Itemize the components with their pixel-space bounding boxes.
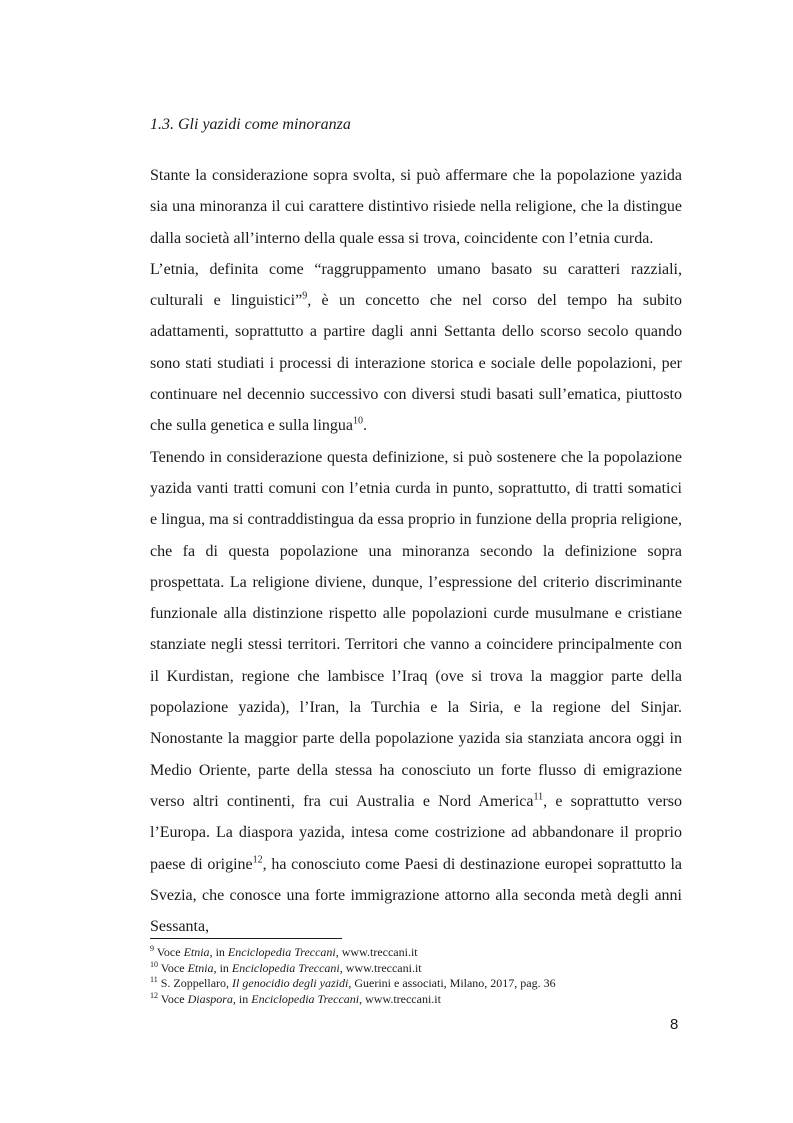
footnote-text: Voce [158,960,188,975]
footnote [150,992,690,1008]
footnote [150,945,690,961]
footnote-text: Voce [158,991,188,1006]
footnote-ref-11: 11 [533,791,544,803]
paragraph-3-part-a: Tenendo in considerazione questa definizione, si può sostenere che la popolazione yazida vanti tratti comuni con l’etnia curda in punto, soprattutto, di tratti somatici e lingua, ma si contraddistingua da essa proprio in funzione della propria religione, che fa di questa popolazione una minoranza secondo la definizione sopra prospettata. La religione diviene, dunque, l’espressione del criterio discriminante funzionale alla distinzione rispetto alle popolazioni curde musulmane e cristiane stanziate negli stessi territori. Territori che vanno a coincidere principalmente con il Kurdistan, regione che lambisce l’Iraq (ove si trova la maggior parte della popolazione yazida), l’Iran, la Turchia e la Siria, e la regione del Sinjar. Nonostante la maggior parte della popolazione yazida sia stanziata ancora oggi in Medio Oriente, parte della stessa ha conosciuto un forte flusso di emigrazione verso altri continenti, fra cui Australia e Nord America [150,448,682,810]
footnotes [150,945,690,1007]
footnote-source: Enciclopedia Treccani [231,960,340,975]
footnote-ref-10: 10 [353,416,364,428]
footnote-number: 9 [150,944,154,953]
footnote-text: , Guerini e associati, Milano, 2017, pag. 36 [348,976,556,990]
footnote-text: S. Zoppellaro, [157,976,233,990]
footnote-text: in [235,991,252,1006]
footnote-text: , www.treccani.it [335,945,418,959]
footnote-ref-12: 12 [252,854,263,866]
footnote-title: Diaspora, [187,991,236,1006]
footnote-separator [150,938,342,939]
footnote-text: , in [213,960,232,975]
footnote-number: 12 [150,990,158,1000]
body-text [150,160,682,942]
paragraph-3-part-b: , e soprattutto verso l’Europa. La diaspora yazida, intesa come costrizione ad abbandonare il proprio paese di origine [150,792,683,873]
footnote-text: , www.treccani.it [339,960,422,975]
section-heading: 1.3. Gli yazidi come minoranza [150,116,351,133]
footnote-source: Enciclopedia Treccani [227,945,336,959]
paragraph-2-part-c: . [363,417,368,435]
footnote-title: Etnia [187,960,214,975]
footnote-number: 11 [150,975,158,984]
footnote [150,961,690,977]
footnote-text: Voce [154,945,184,959]
footnote-ref-9: 9 [302,290,308,302]
paragraph-2-part-a: L’etnia, definita come “raggruppamento umano basato su caratteri razziali, culturali e linguistici” [150,260,682,310]
footnote-title: Il genocidio degli yazidi [232,976,349,990]
footnote-number: 10 [150,959,158,969]
paragraph-2 [150,254,682,442]
page-number: 8 [670,1016,679,1033]
footnote-text: , www.treccani.it [359,991,441,1006]
footnote-text: , in [209,945,228,959]
paragraph-1: Stante la considerazione sopra svolta, si può affermare che la popolazione yazida sia una minoranza il cui carattere distintivo risiede nella religione, che la distingue dalla società all’interno della quale essa si trova, coincidente con l’etnia curda. [150,167,682,247]
footnote [150,976,690,992]
paragraph-3-part-c: , ha conosciuto come Paesi di destinazione europei soprattutto la Svezia, che conosce una forte immigrazione attorno alla seconda metà degli anni Sessanta, [150,855,683,936]
paragraph-3 [150,442,682,943]
footnote-source: Enciclopedia Treccani [251,991,360,1006]
footnote-title: Etnia [183,945,210,959]
paragraph-2-part-b: , è un concetto che nel corso del tempo ha subito adattamenti, soprattutto a partire dagli anni Settanta dello scorso secolo quando sono stati studiati i processi di interazione storica e sociale delle popolazioni, per continuare nel decennio successivo con diversi studi basati sull’ematica, piuttosto che sulla genetica e sulla lingua [150,292,682,435]
